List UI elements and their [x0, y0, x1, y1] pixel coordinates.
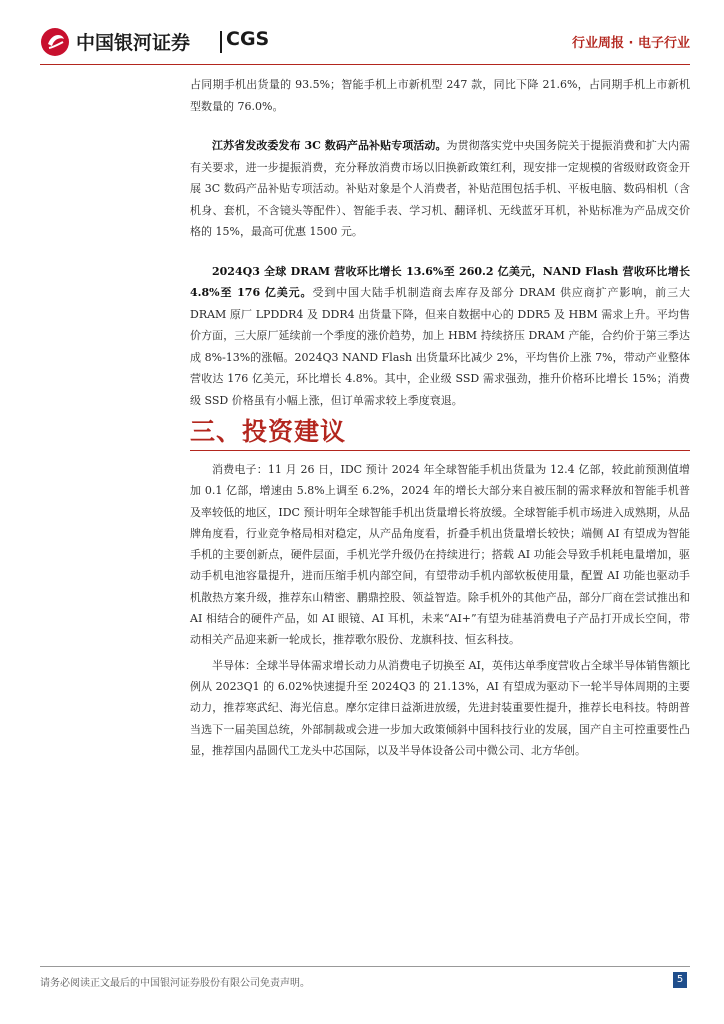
- paragraph-text: 受到中国大陆手机制造商去库存及部分 DRAM 供应商扩产影响，前三大 DRAM 原厂 LPDDR4 及 DDR4 出货量下降，但来自数据中心的 DDR5 及 HBM 需求上升。平均售价方面，三大原厂延续前一个季度的涨价趋势，加上 HBM 持续挤压 DRAM 产能，合约价于第三季达成 8%-13%的涨幅。2024Q3 NAND Flash 出货量环比减少 2%，平均售价上涨 7%，带动产业整体营收达 176 亿美元，环比增长 4.8%。其中，企业级 SSD 需求强劲，推升价格环比增长 15%；消费级 SSD 价格虽有小幅上涨，但订单需求较上季度衰退。: [190, 286, 690, 407]
- logo-divider: [220, 31, 222, 53]
- paragraph-lead: 2024Q3 全球 DRAM 营收环比增长 13.6%至 260.2 亿美元，NAND Flash 营收环比增长 4.8%至 176 亿美元。: [190, 264, 690, 299]
- paragraph: 半导体：全球半导体需求增长动力从消费电子切换至 AI，英伟达单季度营收占全球半导体销售额比例从 2023Q1 的 6.02%快速提升至 2024Q3 的 21.13%，AI 有望成为驱动下一轮半导体周期的主要动力，推荐寒武纪、海光信息。摩尔定律日益渐进放缓，先进封装重要性提升，推荐长电科技。特朗普当选下一届美国总统，外部制裁或会进一步加大政策倾斜中国科技行业的发展，国产自主可控重要性凸显，推荐国内晶圆代工龙头中芯国际，以及半导体设备公司中微公司、北方华创。: [190, 658, 690, 757]
- body-bottom: [190, 459, 690, 761]
- paragraph: [190, 261, 690, 412]
- paragraph: 消费电子：11 月 26 日，IDC 预计 2024 年全球智能手机出货量为 12.4 亿部，较此前预测值增加 0.1 亿部，增速由 5.8%上调至 6.2%，2024 年的增长大部分来自被压制的需求释放和智能手机普及率较低的地区，IDC 预计明年全球智能手机出货量增长将放缓。全球智能手机市场进入成熟期，从品牌角度看，行业竞争格局相对稳定，从产品角度看，折叠手机出货量增长较快；端侧 AI 有望成为智能手机的主要创新点，硬件层面，手机光学升级仍在持续进行；搭载 AI 功能会导致手机耗电量增加，驱动手机电池容量提升，进而压缩手机内部空间，有望带动手机内部软板使用量，配置 AI 功能也驱动手机散热方案升级，推荐东山精密、鹏鼎控股、领益智造。除手机外的其他产品，部分厂商在尝试推出和 AI 相结合的硬件产品，如 AI 眼镜、AI 耳机，未来“AI+”有望为硅基消费电子产品打开成长空间，带动相关产品迎来新一轮成长，推荐歌尔股份、龙旗科技、恒玄科技。: [190, 463, 690, 647]
- footer-disclaimer: 请务必阅读正文最后的中国银河证券股份有限公司免责声明。: [40, 978, 310, 989]
- paragraph: [190, 74, 690, 117]
- footer-divider: [40, 966, 690, 967]
- cgs-logo-icon: [40, 27, 70, 57]
- section-header: [190, 410, 690, 456]
- paragraph-text: 占同期手机出货量的 93.5%；智能手机上市新机型 247 款，同比下降 21.6%，占同期手机上市新机型数量的 76.0%。: [190, 78, 690, 113]
- logo-chinese-name: 中国银河证券: [76, 32, 191, 54]
- report-type-label: 行业周报 · 电子行业: [572, 36, 690, 51]
- paragraph: [190, 135, 690, 243]
- body-top: [190, 74, 690, 411]
- paragraph-lead: 江苏省发改委发布 3C 数码产品补贴专项活动。: [212, 139, 447, 152]
- logo-english-name: CGS: [226, 28, 270, 50]
- header-divider: [40, 64, 690, 65]
- section-divider: [190, 450, 690, 451]
- section-title: 三、投资建议: [190, 417, 347, 446]
- paragraph-text: 为贯彻落实党中央国务院关于提振消费和扩大内需有关要求，进一步提振消费，充分释放消费市场以旧换新政策红利，现安排一定规模的省级财政资金开展 3C 数码产品补贴专项活动。补贴对象是个人消费者，补贴范围包括手机、平板电脑、数码相机（含机身、套机，不含镜头等配件）、智能手表、学习机、翻译机、无线蓝牙耳机，补贴标准为产品成交价格的 15%，最高可优惠 1500 元。: [190, 139, 690, 238]
- page-number-badge: 5: [673, 972, 687, 988]
- page-header: [40, 24, 690, 64]
